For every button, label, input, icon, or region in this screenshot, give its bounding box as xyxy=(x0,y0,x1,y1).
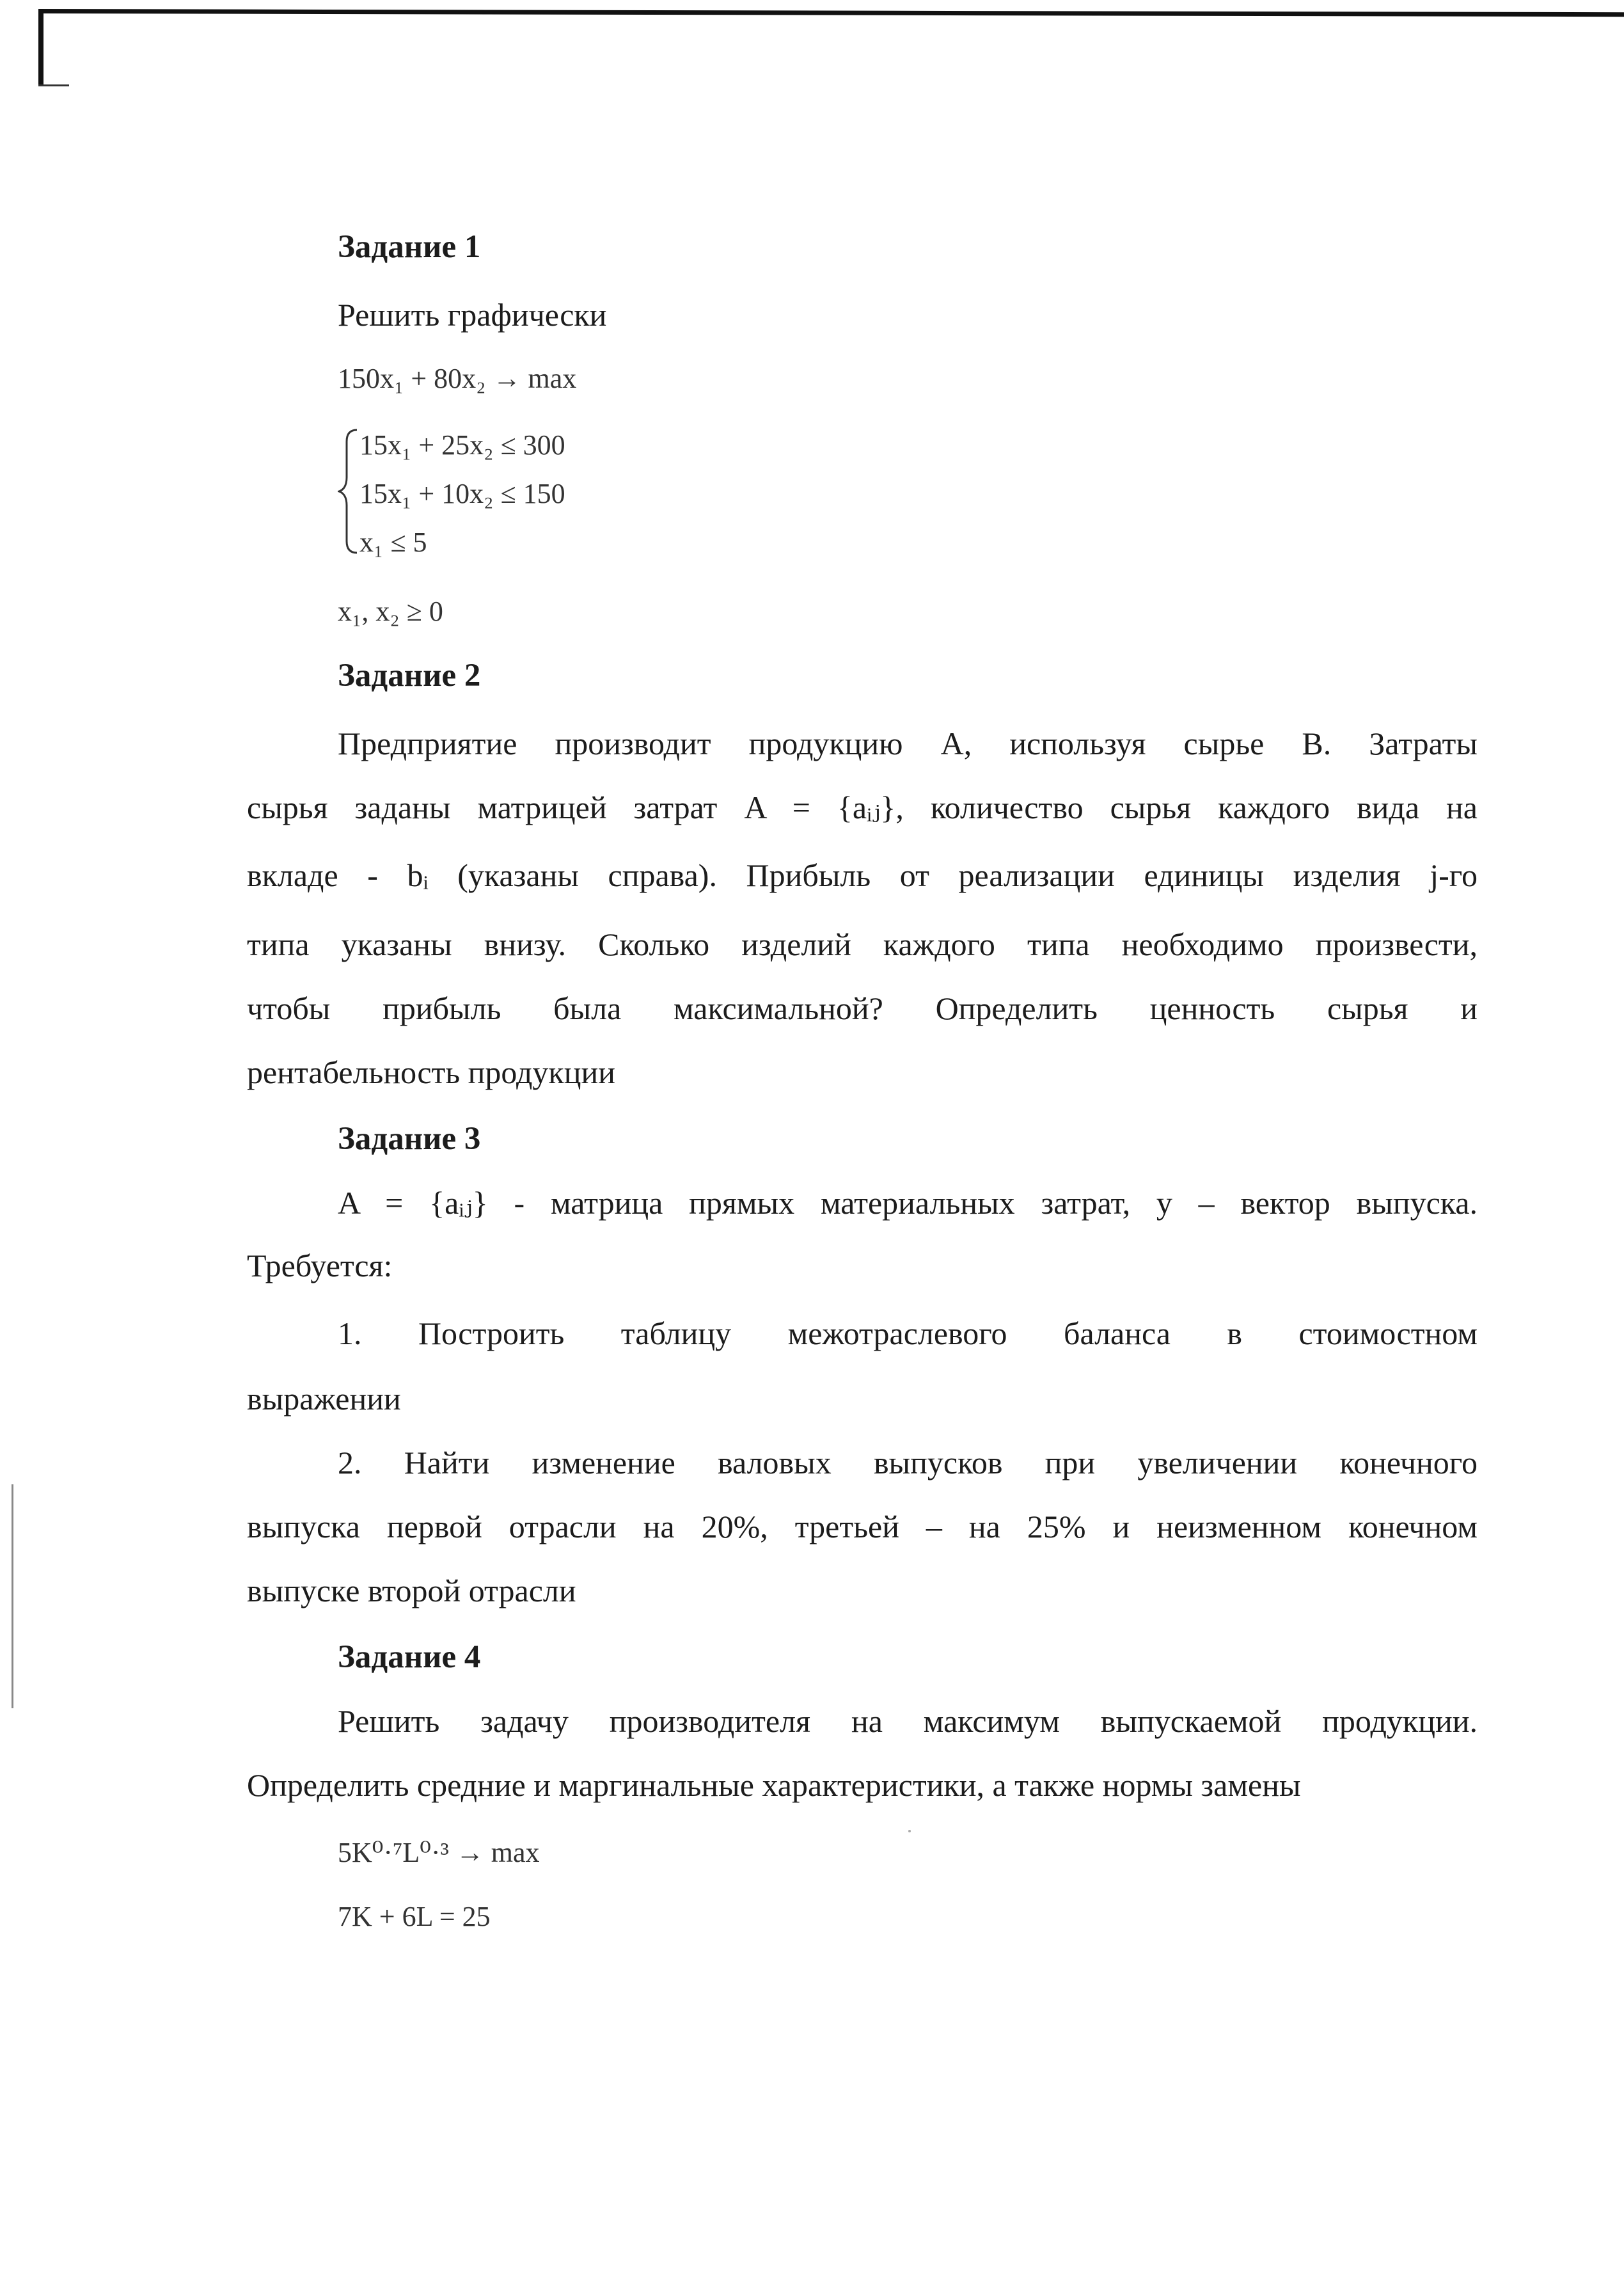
task2-heading: Задание 2 xyxy=(338,658,481,694)
scan-top-border xyxy=(38,9,1624,17)
task1-objective: 150x₁ + 80x₂ → max xyxy=(338,363,577,394)
task2-line-5: чтобы прибыль была максимальной? Определить ценность сырья и xyxy=(247,990,1478,1026)
task4-heading: Задание 4 xyxy=(338,1639,481,1675)
task1-constraint-3: x₁ ≤ 5 xyxy=(359,527,427,558)
scan-left-tick xyxy=(38,84,69,86)
task3-line-6: выпуска первой отрасли на 20%, третьей – на 25% и неизменном конечном xyxy=(247,1509,1478,1544)
scan-dot xyxy=(908,1830,911,1832)
task4-constraint: 7K + 6L = 25 xyxy=(338,1901,491,1932)
task3-line-3: 1. Построить таблицу межотраслевого баланса в стоимостном xyxy=(338,1315,1478,1351)
task2-line-4: типа указаны внизу. Сколько изделий каждого типа необходимо произвести, xyxy=(247,926,1478,962)
task2-line-3: вкладе - bᵢ (указаны справа). Прибыль от реализации единицы изделия j-го xyxy=(247,857,1478,893)
task1-constraint-2: 15x₁ + 10x₂ ≤ 150 xyxy=(359,478,565,509)
task2-line-1: Предприятие производит продукцию А, используя сырье В. Затраты xyxy=(338,726,1478,761)
scan-margin-line xyxy=(12,1484,13,1708)
task3-line-7: выпуске второй отрасли xyxy=(247,1573,576,1608)
task1-heading: Задание 1 xyxy=(338,229,481,265)
task1-constraint-1: 15x₁ + 25x₂ ≤ 300 xyxy=(359,429,565,461)
task3-line-2: Требуется: xyxy=(247,1248,393,1283)
task1-instruction: Решить графически xyxy=(338,297,607,333)
task2-line-2: сырья заданы матрицей затрат A = {aᵢⱼ}, количество сырья каждого вида на xyxy=(247,790,1478,825)
scan-left-border xyxy=(38,9,43,84)
task3-line-1: A = {aᵢⱼ} - матрица прямых материальных затрат, y – вектор выпуска. xyxy=(338,1185,1478,1221)
task4-objective: 5K⁰·⁷L⁰·³ → max xyxy=(338,1837,540,1868)
task1-nonnegativity: x₁, x₂ ≥ 0 xyxy=(338,596,443,627)
task3-line-4: выражении xyxy=(247,1381,401,1417)
task4-line-2: Определить средние и маргинальные характеристики, а также нормы замены xyxy=(247,1767,1301,1803)
task3-line-5: 2. Найти изменение валовых выпусков при увеличении конечного xyxy=(338,1445,1478,1480)
task2-line-6: рентабельность продукции xyxy=(247,1054,616,1090)
task3-heading: Задание 3 xyxy=(338,1121,481,1157)
task4-line-1: Решить задачу производителя на максимум выпускаемой продукции. xyxy=(338,1703,1478,1739)
